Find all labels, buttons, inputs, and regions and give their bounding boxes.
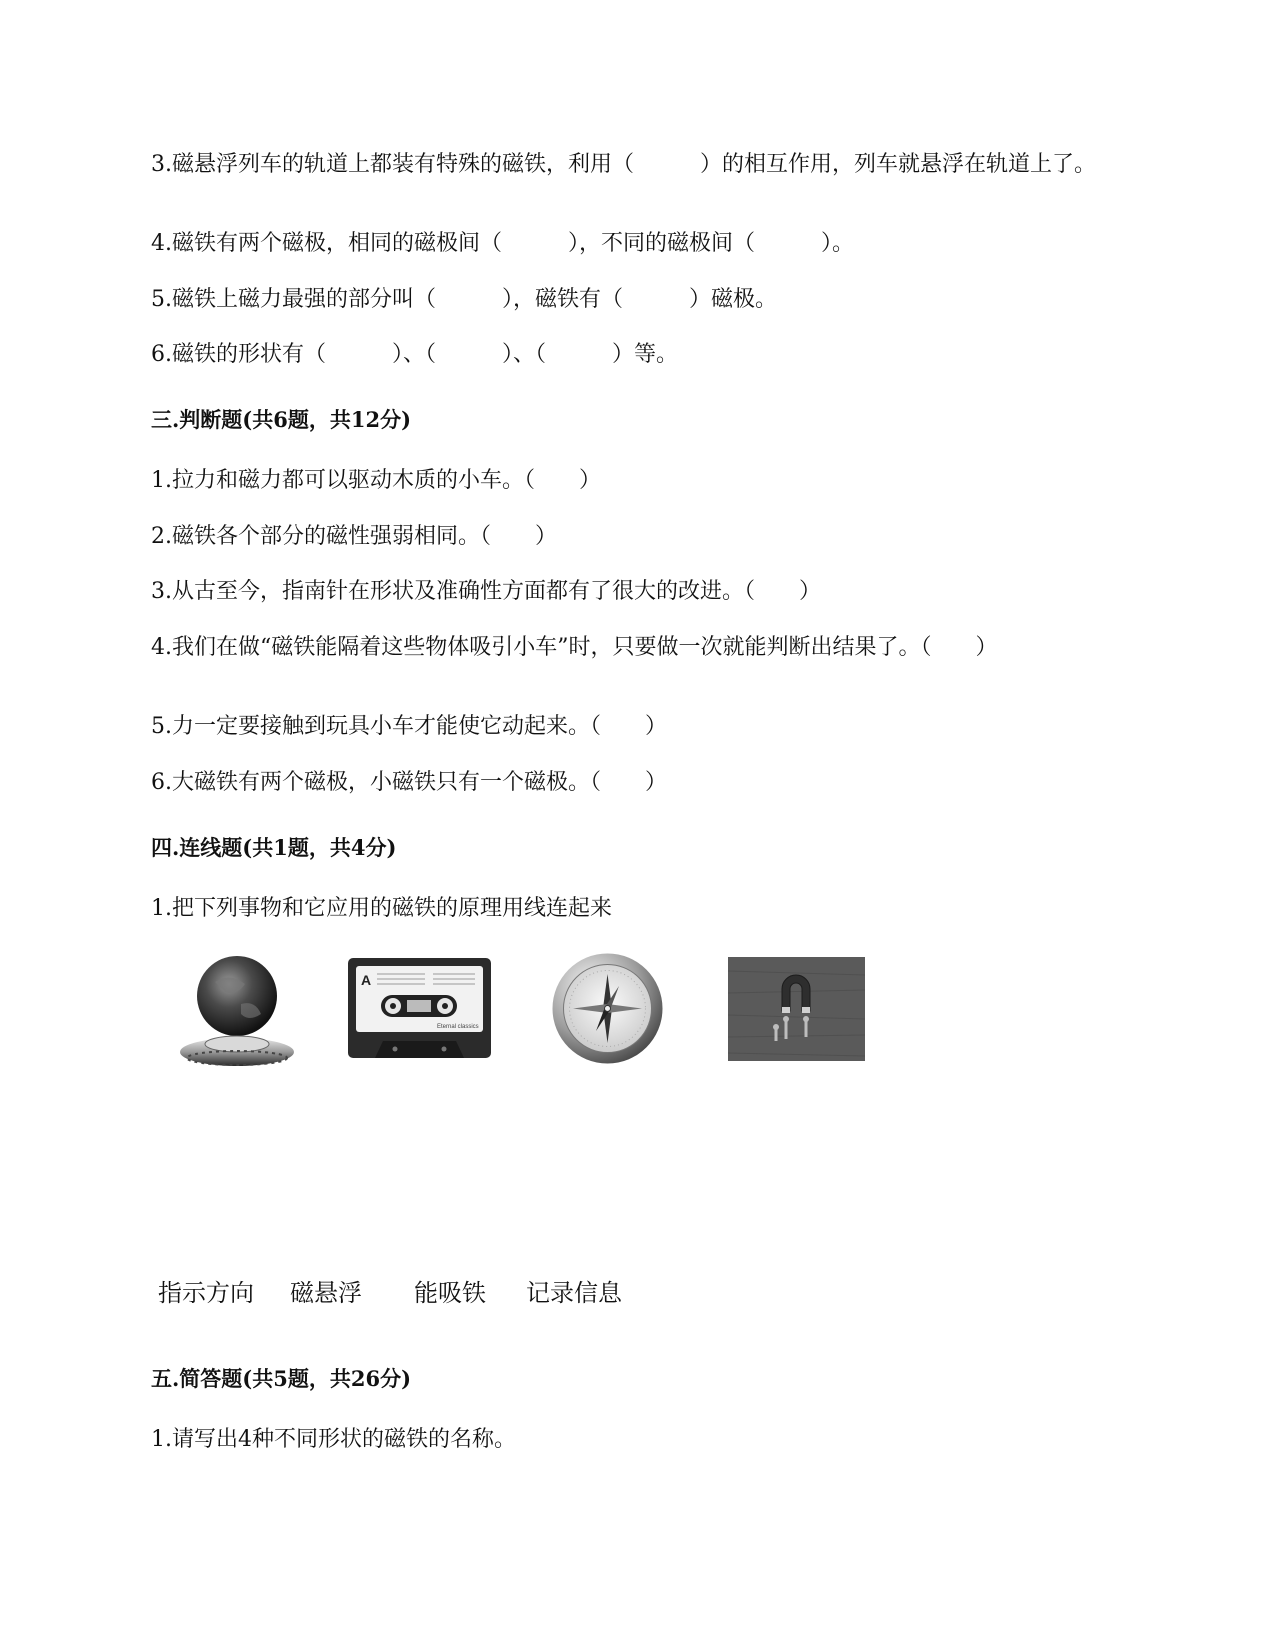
judge-question-4: 4.我们在做“磁铁能隔着这些物体吸引小车”时，只要做一次就能判断出结果了。（ ）	[151, 635, 998, 660]
section-heading-judge: 三.判断题(共6题，共12分)	[151, 407, 412, 432]
match-question-1: 1.把下列事物和它应用的磁铁的原理用线连起来	[151, 896, 612, 921]
fill-in-question-3: 3.磁悬浮列车的轨道上都装有特殊的磁铁，利用（ ）的相互作用，列车就悬浮在轨道上了。	[151, 152, 1096, 177]
judge-question-1: 1.拉力和磁力都可以驱动木质的小车。（ ）	[151, 468, 601, 493]
cassette-tape-image	[347, 957, 492, 1059]
judge-question-5: 5.力一定要接触到玩具小车才能使它动起来。（ ）	[151, 714, 667, 739]
judge-question-3: 3.从古至今，指南针在形状及准确性方面都有了很大的改进。（ ）	[151, 579, 821, 604]
compass-image	[551, 952, 664, 1065]
horseshoe-magnet-image	[728, 957, 865, 1061]
match-option-attract-iron: 能吸铁	[414, 1279, 486, 1307]
judge-question-6: 6.大磁铁有两个磁极，小磁铁只有一个磁极。（ ）	[151, 770, 667, 795]
short-answer-question-1: 1.请写出4种不同形状的磁铁的名称。	[151, 1427, 516, 1452]
fill-in-question-4: 4.磁铁有两个磁极，相同的磁极间（ ），不同的磁极间（ ）。	[151, 231, 854, 256]
cassette-side-label: A	[361, 972, 372, 988]
match-option-record-info: 记录信息	[526, 1279, 622, 1307]
fill-in-question-6: 6.磁铁的形状有（ ）、（ ）、（ ）等。	[151, 342, 678, 367]
cassette-brand-label: Eternal classics	[437, 1024, 479, 1030]
fill-in-question-5: 5.磁铁上磁力最强的部分叫（ ），磁铁有（ ）磁极。	[151, 287, 777, 312]
maglev-globe-image	[175, 952, 300, 1074]
section-heading-short-answer: 五.简答题(共5题，共26分)	[151, 1366, 412, 1391]
match-option-maglev: 磁悬浮	[290, 1279, 362, 1307]
judge-question-2: 2.磁铁各个部分的磁性强弱相同。（ ）	[151, 524, 557, 549]
match-option-direction: 指示方向	[158, 1279, 254, 1307]
section-heading-match: 四.连线题(共1题，共4分)	[151, 835, 397, 860]
